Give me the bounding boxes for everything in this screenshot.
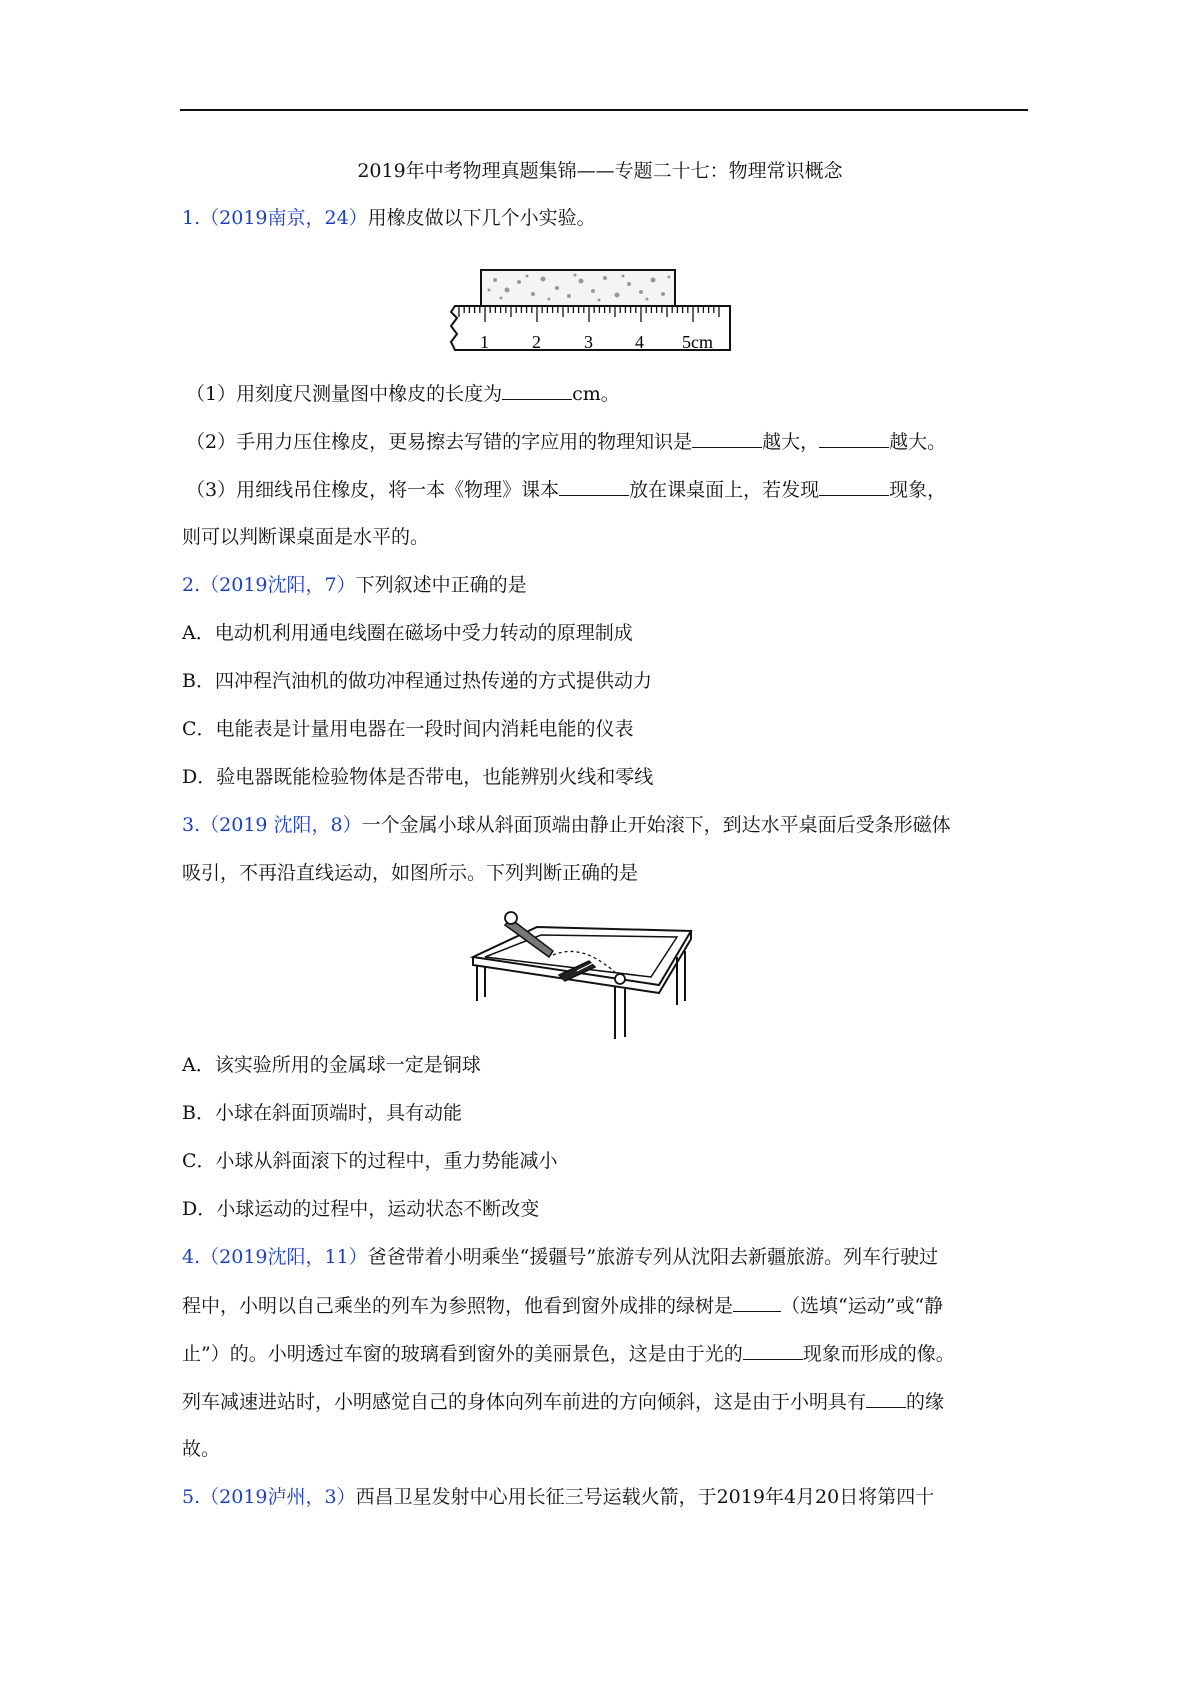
question-3-text: 一个金属小球从斜面顶端由静止开始滚下，到达水平桌面后受条形磁体 [361,814,951,836]
ruler-label-1: 1 [480,332,489,352]
question-3-option-c: C．小球从斜面滚下的过程中，重力势能减小 [182,1150,558,1172]
question-1-part-3-cont: 则可以判断课桌面是水平的。 [182,526,430,548]
ruler-label-2: 2 [532,332,541,352]
question-2-option-a: A．电动机利用通电线圈在磁场中受力转动的原理制成 [182,622,633,644]
question-4-stem [182,1245,938,1269]
question-1-number: 1. [182,207,201,229]
question-1-source: （2019南京，24） [200,207,368,229]
answer-blank[interactable] [743,1341,803,1360]
answer-blank[interactable] [502,381,572,400]
question-3-stem-cont: 吸引，不再沿直线运动，如图所示。下列判断正确的是 [182,862,639,884]
table-magnet-figure [465,905,695,1045]
question-2-stem [182,573,527,597]
q1-p3-text: （3）用细线吊住橡皮，将一本《物理》课本 [186,479,560,501]
q4-l2-text: 程中，小明以自己乘坐的列车为参照物，他看到窗外成排的绿树是 [182,1295,734,1317]
question-1-part-2 [186,429,946,454]
table-leg-front [615,987,625,1039]
question-4-text: 爸爸带着小明乘坐“援疆号”旅游专列从沈阳去新疆旅游。列车行驶过 [367,1246,939,1268]
ruler-label-3: 3 [584,332,593,352]
header-rule [180,109,1028,111]
question-5-source: （2019泸州，3） [200,1486,356,1508]
question-4-source: （2019沈阳，11） [200,1246,368,1268]
question-5-number: 5. [182,1486,201,1508]
question-4-line-2 [182,1293,943,1318]
q1-p2-mid: 越大， [762,431,820,453]
question-4-line-4 [182,1389,944,1414]
q1-p2-text: （2）手用力压住橡皮，更易擦去写错的字应用的物理知识是 [186,431,693,453]
ruler-eraser-figure [445,268,735,354]
eraser-shape [481,270,675,306]
question-3-source: （2019 沈阳，8） [200,814,362,836]
q1-p1-unit: cm。 [572,383,620,405]
question-3-number: 3. [182,814,201,836]
metal-ball-start [505,912,517,924]
question-3-option-d: D．小球运动的过程中，运动状态不断改变 [182,1198,540,1220]
question-5-stem [182,1485,934,1509]
question-3-option-b: B．小球在斜面顶端时，具有动能 [182,1102,462,1124]
q4-l4-text: 列车减速进站时，小明感觉自己的身体向列车前进的方向倾斜，这是由于小明具有 [182,1391,867,1413]
answer-blank[interactable] [819,477,889,496]
answer-blank[interactable] [733,1293,781,1312]
question-1-part-3 [186,477,946,502]
answer-blank[interactable] [819,429,889,448]
question-5-text: 西昌卫星发射中心用长征三号运载火箭，于2019年4月20日将第四十 [355,1486,935,1508]
page-title: 2019年中考物理真题集锦——专题二十七：物理常识概念 [357,160,843,182]
q1-p3-mid: 放在课桌面上，若发现 [629,479,820,501]
answer-blank[interactable] [559,477,629,496]
question-1-part-1 [186,381,620,406]
ruler-label-4: 4 [635,332,644,352]
q1-p2-end: 越大。 [889,431,947,453]
q4-l3-text: 止”）的。小明透过车窗的玻璃看到窗外的美丽景色，这是由于光的 [182,1343,743,1365]
q1-p3-end: 现象， [889,479,947,501]
q1-p1-text: （1）用刻度尺测量图中橡皮的长度为 [186,383,503,405]
metal-ball-end [615,974,625,984]
question-3-option-a: A．该实验所用的金属球一定是铜球 [182,1054,481,1076]
question-2-number: 2. [182,574,201,596]
q4-l3-end: 现象而形成的像。 [802,1343,955,1365]
ruler-label-5cm: 5cm [682,332,713,352]
question-4-number: 4. [182,1246,201,1268]
question-2-source: （2019沈阳，7） [200,574,356,596]
question-2-option-d: D．验电器既能检验物体是否带电，也能辨别火线和零线 [182,766,654,788]
question-1-text: 用橡皮做以下几个小实验。 [367,207,596,229]
q4-l4-end: 的缘 [906,1391,945,1413]
question-2-option-c: C．电能表是计量用电器在一段时间内消耗电能的仪表 [182,718,634,740]
question-1-stem [182,206,596,230]
question-4-line-5: 故。 [182,1438,221,1460]
question-2-text: 下列叙述中正确的是 [355,574,527,596]
q4-l2-end: （选填“运动”或“静 [781,1295,944,1317]
answer-blank[interactable] [866,1389,906,1408]
question-4-line-3 [182,1341,955,1366]
table-leg-left [477,965,485,1001]
question-3-stem [182,813,951,837]
answer-blank[interactable] [692,429,762,448]
question-2-option-b: B．四冲程汽油机的做功冲程通过热传递的方式提供动力 [182,670,652,692]
